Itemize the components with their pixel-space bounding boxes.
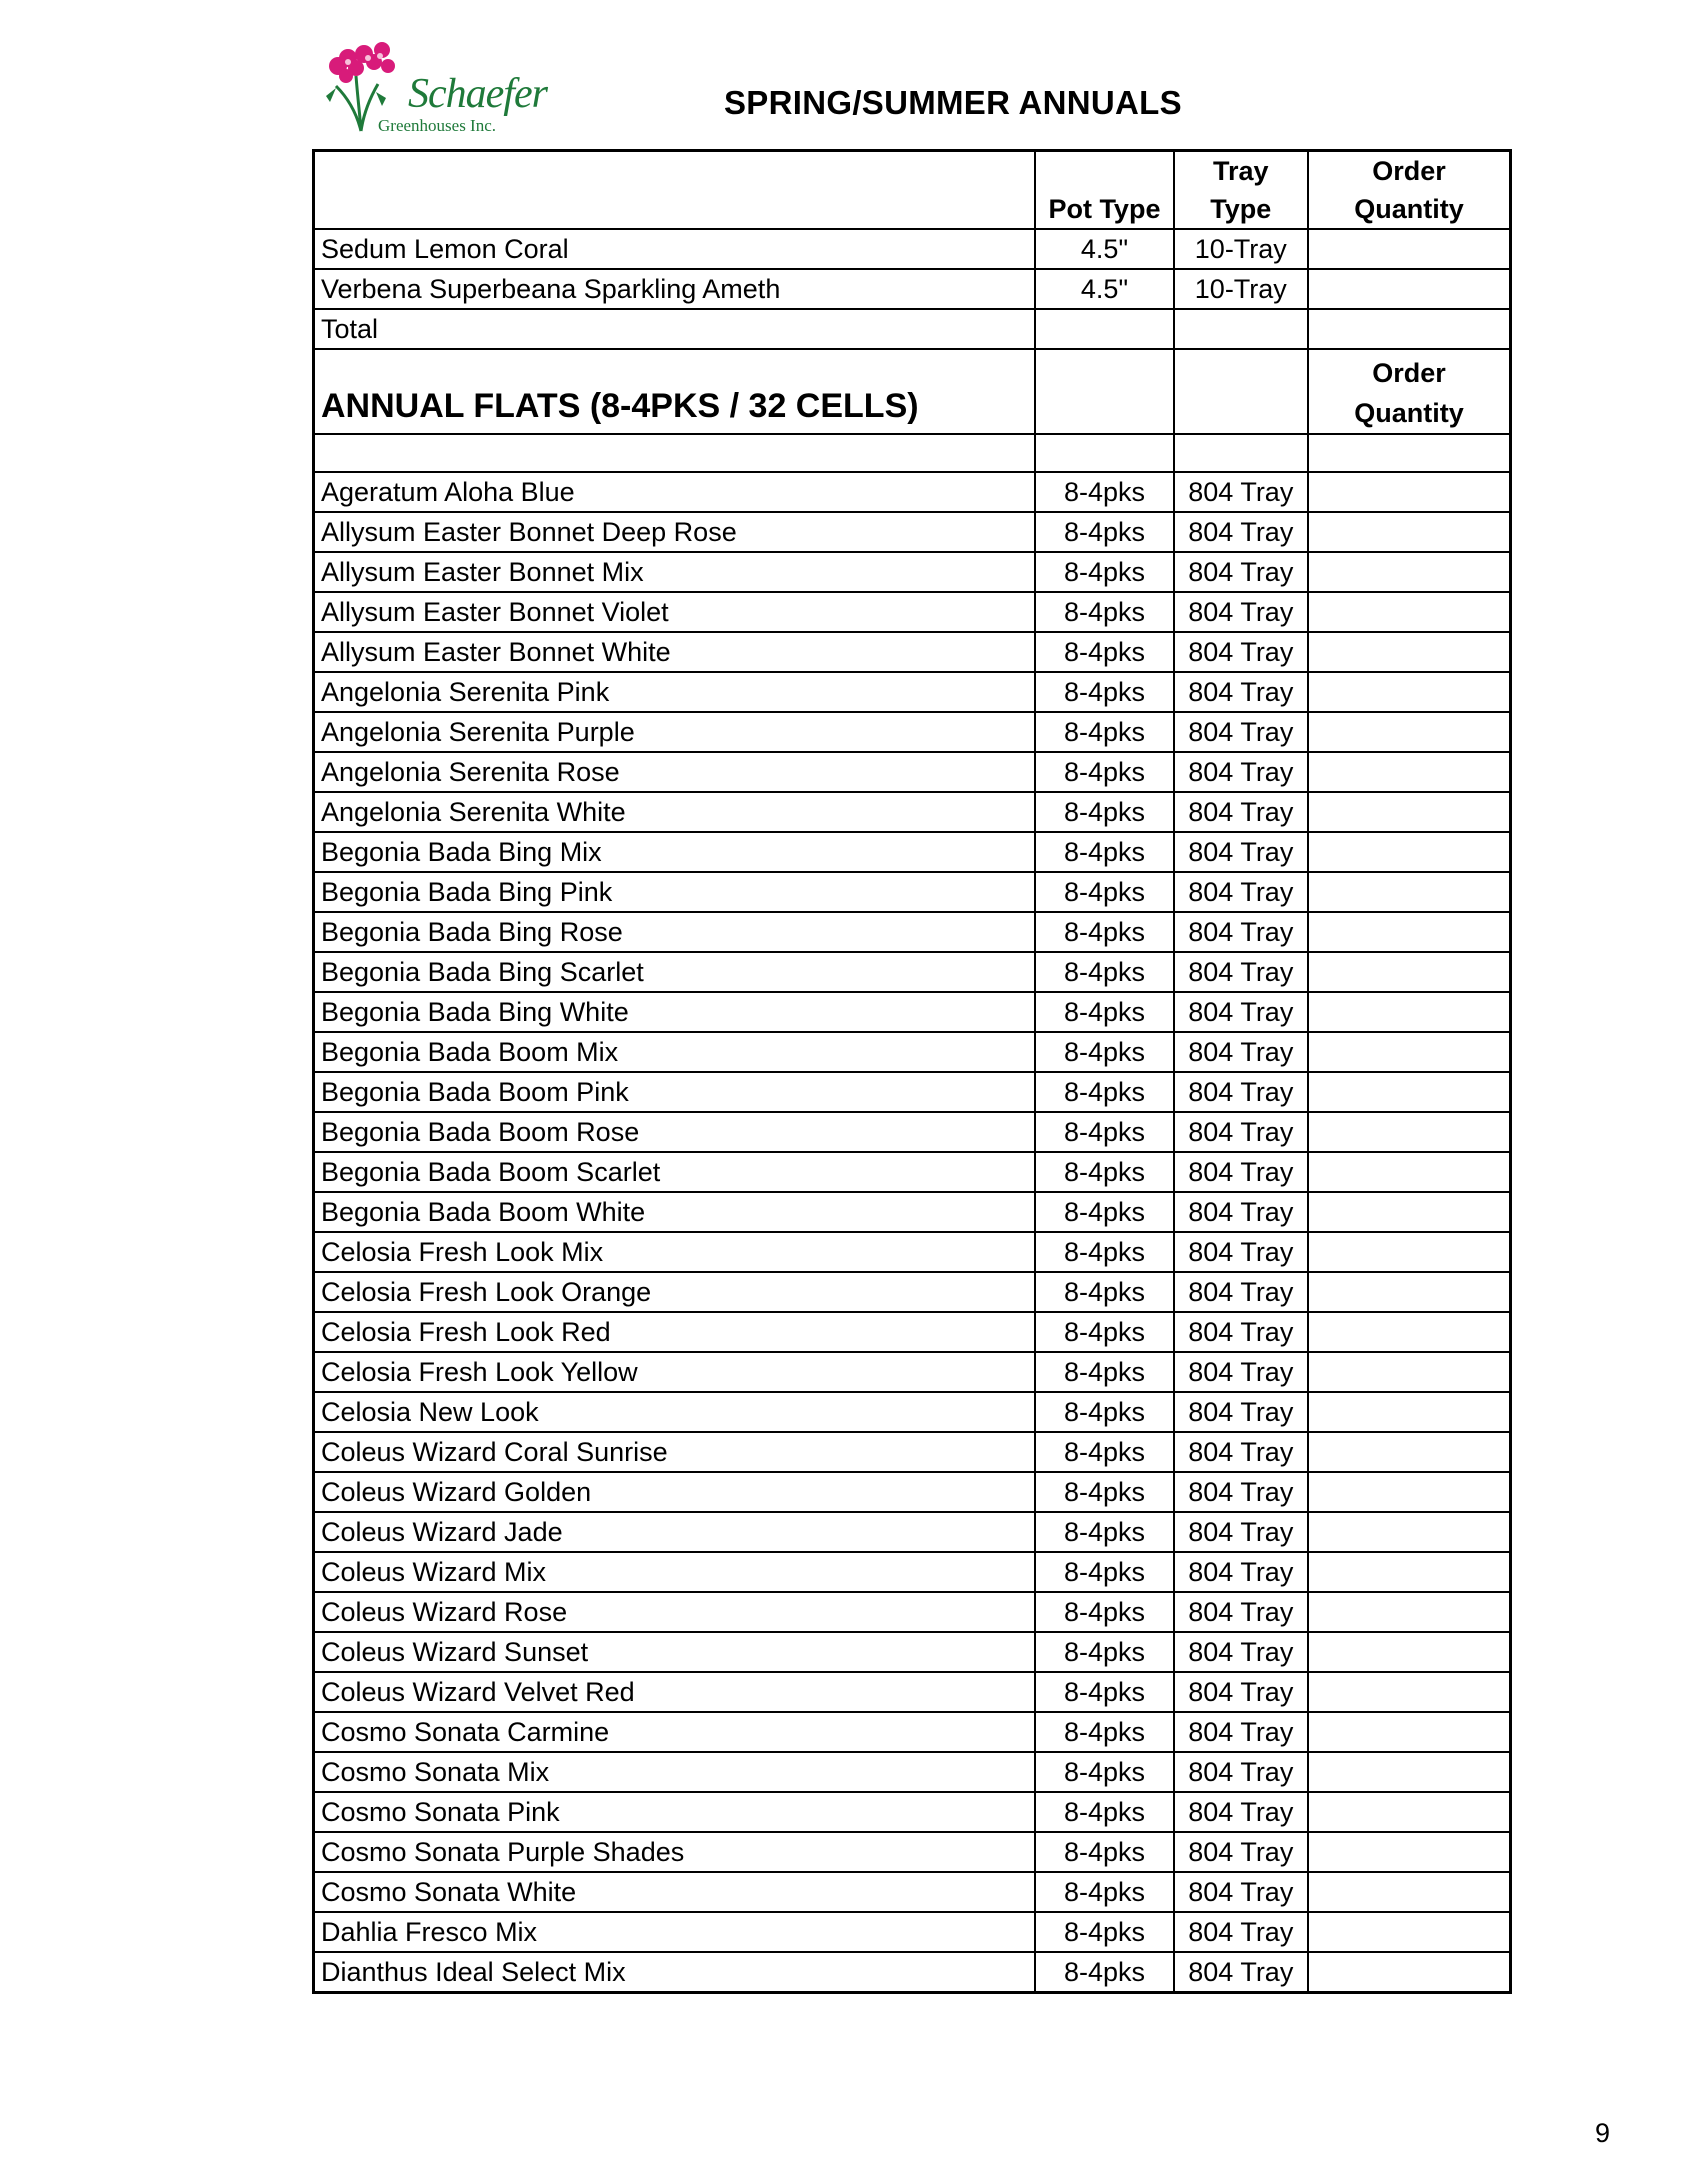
order-quantity-field[interactable] (1308, 1472, 1511, 1512)
tray-type: 804 Tray (1174, 512, 1308, 552)
pot-type: 8-4pks (1035, 1832, 1173, 1872)
table-row (314, 1072, 1511, 1112)
plant-name: Angelonia Serenita Pink (314, 672, 1036, 712)
plant-name: Allysum Easter Bonnet White (314, 632, 1036, 672)
tray-type: 804 Tray (1174, 1152, 1308, 1192)
table-row (314, 1032, 1511, 1072)
plant-name: Celosia Fresh Look Yellow (314, 1352, 1036, 1392)
plant-name: Coleus Wizard Golden (314, 1472, 1036, 1512)
tray-type: 804 Tray (1174, 672, 1308, 712)
table-row (314, 472, 1511, 512)
plant-name: Angelonia Serenita White (314, 792, 1036, 832)
pot-type: 8-4pks (1035, 1472, 1173, 1512)
pot-type: 8-4pks (1035, 1312, 1173, 1352)
table-header-row (314, 151, 1511, 230)
table-row (314, 1952, 1511, 1993)
pot-type: 8-4pks (1035, 1112, 1173, 1152)
plant-name: Begonia Bada Bing Pink (314, 872, 1036, 912)
order-quantity-field[interactable] (1308, 1872, 1511, 1912)
total-tray-cell (1174, 309, 1308, 349)
tray-type: 804 Tray (1174, 552, 1308, 592)
plant-name: Sedum Lemon Coral (314, 229, 1036, 269)
table-row (314, 1512, 1511, 1552)
table-row (314, 1272, 1511, 1312)
pot-type: 8-4pks (1035, 592, 1173, 632)
pot-type: 8-4pks (1035, 1672, 1173, 1712)
order-quantity-field[interactable] (1308, 952, 1511, 992)
table-row (314, 952, 1511, 992)
pot-type: 8-4pks (1035, 952, 1173, 992)
plant-name: Allysum Easter Bonnet Mix (314, 552, 1036, 592)
table-row (314, 872, 1511, 912)
table-row (314, 712, 1511, 752)
tray-type: 804 Tray (1174, 1472, 1308, 1512)
order-quantity-field[interactable] (1308, 632, 1511, 672)
table-row (314, 1592, 1511, 1632)
plant-name: Cosmo Sonata White (314, 1872, 1036, 1912)
order-quantity-field[interactable] (1308, 229, 1511, 269)
order-quantity-field[interactable] (1308, 1432, 1511, 1472)
tray-type: 804 Tray (1174, 1312, 1308, 1352)
pot-type: 8-4pks (1035, 1512, 1173, 1552)
order-quantity-field[interactable] (1308, 672, 1511, 712)
plant-name: Allysum Easter Bonnet Deep Rose (314, 512, 1036, 552)
table-row (314, 632, 1511, 672)
order-quantity-field[interactable] (1308, 592, 1511, 632)
section-tray-cell (1174, 349, 1308, 434)
pot-type: 8-4pks (1035, 1952, 1173, 1993)
table-row (314, 1632, 1511, 1672)
plant-name: Ageratum Aloha Blue (314, 472, 1036, 512)
tray-type: 804 Tray (1174, 1672, 1308, 1712)
table-row (314, 792, 1511, 832)
plant-name: Begonia Bada Boom White (314, 1192, 1036, 1232)
pot-type: 8-4pks (1035, 472, 1173, 512)
plant-name: Coleus Wizard Mix (314, 1552, 1036, 1592)
plant-name: Angelonia Serenita Rose (314, 752, 1036, 792)
tray-type: 804 Tray (1174, 832, 1308, 872)
tray-type: 804 Tray (1174, 1712, 1308, 1752)
order-quantity-field[interactable] (1308, 1272, 1511, 1312)
order-quantity-field[interactable] (1308, 832, 1511, 872)
order-quantity-field[interactable] (1308, 1912, 1511, 1952)
plant-name: Verbena Superbeana Sparkling Ameth (314, 269, 1036, 309)
order-quantity-field[interactable] (1308, 512, 1511, 552)
blank-cell (1308, 434, 1511, 472)
table-row (314, 1712, 1511, 1752)
order-quantity-field[interactable] (1308, 792, 1511, 832)
order-quantity-field[interactable] (1308, 1312, 1511, 1352)
blank-cell (314, 434, 1036, 472)
tray-type: 804 Tray (1174, 992, 1308, 1032)
order-quantity-field[interactable] (1308, 1072, 1511, 1112)
plant-name: Begonia Bada Boom Pink (314, 1072, 1036, 1112)
pot-type: 8-4pks (1035, 1632, 1173, 1672)
order-quantity-field[interactable] (1308, 1352, 1511, 1392)
logo-brand: Schaefer (408, 71, 547, 117)
order-quantity-field[interactable] (1308, 1512, 1511, 1552)
order-quantity-field[interactable] (1308, 1152, 1511, 1192)
table-row (314, 269, 1511, 309)
plant-name: Dianthus Ideal Select Mix (314, 1952, 1036, 1993)
order-quantity-field[interactable] (1308, 1792, 1511, 1832)
plant-name: Cosmo Sonata Pink (314, 1792, 1036, 1832)
order-quantity-field[interactable] (1308, 269, 1511, 309)
section-pot-cell (1035, 349, 1173, 434)
order-quantity-field[interactable] (1308, 552, 1511, 592)
plant-name: Begonia Bada Boom Rose (314, 1112, 1036, 1152)
table-row (314, 512, 1511, 552)
order-quantity-field[interactable] (1308, 1592, 1511, 1632)
order-quantity-field[interactable] (1308, 1112, 1511, 1152)
tray-type: 10-Tray (1174, 269, 1308, 309)
plant-name: Celosia Fresh Look Red (314, 1312, 1036, 1352)
tray-type: 804 Tray (1174, 1512, 1308, 1552)
tray-type: 10-Tray (1174, 229, 1308, 269)
header-tray-type: Tray Type (1174, 151, 1308, 230)
table-row (314, 552, 1511, 592)
table-row (314, 592, 1511, 632)
page-title: SPRING/SUMMER ANNUALS (724, 84, 1182, 121)
tray-type: 804 Tray (1174, 1632, 1308, 1672)
header-order-quantity: Order Quantity (1308, 151, 1511, 230)
plant-name: Dahlia Fresco Mix (314, 1912, 1036, 1952)
pot-type: 8-4pks (1035, 552, 1173, 592)
tray-type: 804 Tray (1174, 1832, 1308, 1872)
tray-type: 804 Tray (1174, 792, 1308, 832)
tray-type: 804 Tray (1174, 1352, 1308, 1392)
order-quantity-field[interactable] (1308, 872, 1511, 912)
order-quantity-field[interactable] (1308, 752, 1511, 792)
table-row (314, 229, 1511, 269)
tray-type: 804 Tray (1174, 1032, 1308, 1072)
plant-name: Coleus Wizard Sunset (314, 1632, 1036, 1672)
tray-type: 804 Tray (1174, 872, 1308, 912)
pot-type: 8-4pks (1035, 992, 1173, 1032)
order-quantity-field[interactable] (1308, 1752, 1511, 1792)
plant-name: Coleus Wizard Jade (314, 1512, 1036, 1552)
order-quantity-field[interactable] (1308, 712, 1511, 752)
tray-type: 804 Tray (1174, 632, 1308, 672)
table-row (314, 1472, 1511, 1512)
order-quantity-field[interactable] (1308, 1832, 1511, 1872)
table-row (314, 1752, 1511, 1792)
order-quantity-field[interactable] (1308, 1552, 1511, 1592)
pot-type: 8-4pks (1035, 872, 1173, 912)
tray-type: 804 Tray (1174, 592, 1308, 632)
pot-type: 8-4pks (1035, 1152, 1173, 1192)
pot-type: 8-4pks (1035, 752, 1173, 792)
tray-type: 804 Tray (1174, 1072, 1308, 1112)
tray-type: 804 Tray (1174, 1392, 1308, 1432)
tray-type: 804 Tray (1174, 1952, 1308, 1993)
tray-type: 804 Tray (1174, 712, 1308, 752)
total-pot-cell (1035, 309, 1173, 349)
tray-type: 804 Tray (1174, 752, 1308, 792)
pot-type: 8-4pks (1035, 1592, 1173, 1632)
plant-name: Cosmo Sonata Purple Shades (314, 1832, 1036, 1872)
pot-type: 8-4pks (1035, 1432, 1173, 1472)
order-quantity-field[interactable] (1308, 1192, 1511, 1232)
order-quantity-field[interactable] (1308, 1232, 1511, 1272)
pot-type: 8-4pks (1035, 1552, 1173, 1592)
table-row (314, 1232, 1511, 1272)
table-row (314, 1432, 1511, 1472)
tray-type: 804 Tray (1174, 1872, 1308, 1912)
table-row (314, 832, 1511, 872)
tray-type: 804 Tray (1174, 472, 1308, 512)
table-row (314, 752, 1511, 792)
pot-type: 8-4pks (1035, 512, 1173, 552)
pot-type: 8-4pks (1035, 792, 1173, 832)
plant-name: Begonia Bada Bing Scarlet (314, 952, 1036, 992)
plant-name: Coleus Wizard Coral Sunrise (314, 1432, 1036, 1472)
order-quantity-field[interactable] (1308, 472, 1511, 512)
pot-type: 8-4pks (1035, 1752, 1173, 1792)
table-row (314, 1392, 1511, 1432)
table-row (314, 992, 1511, 1032)
tray-type: 804 Tray (1174, 1272, 1308, 1312)
total-quantity-field[interactable] (1308, 309, 1511, 349)
total-label: Total (314, 309, 1036, 349)
plant-name: Coleus Wizard Rose (314, 1592, 1036, 1632)
order-quantity-field[interactable] (1308, 1672, 1511, 1712)
tray-type: 804 Tray (1174, 952, 1308, 992)
pot-type: 8-4pks (1035, 832, 1173, 872)
plant-name: Begonia Bada Bing Rose (314, 912, 1036, 952)
total-row (314, 309, 1511, 349)
header-pot-type: Pot Type (1035, 151, 1173, 230)
plant-name: Celosia Fresh Look Mix (314, 1232, 1036, 1272)
table-row (314, 1792, 1511, 1832)
plant-name: Allysum Easter Bonnet Violet (314, 592, 1036, 632)
order-quantity-field[interactable] (1308, 1632, 1511, 1672)
logo-subtitle: Greenhouses Inc. (378, 116, 497, 135)
blank-cell (1174, 434, 1308, 472)
table-row (314, 1872, 1511, 1912)
section-title: ANNUAL FLATS (8-4PKS / 32 CELLS) (314, 349, 1036, 434)
section-order-quantity: Order Quantity (1308, 349, 1511, 434)
order-quantity-field[interactable] (1308, 912, 1511, 952)
pot-type: 8-4pks (1035, 1912, 1173, 1952)
table-row (314, 1312, 1511, 1352)
plant-name: Begonia Bada Boom Mix (314, 1032, 1036, 1072)
pot-type: 8-4pks (1035, 1392, 1173, 1432)
table-row (314, 1912, 1511, 1952)
order-table (312, 149, 1512, 1994)
order-quantity-field[interactable] (1308, 992, 1511, 1032)
order-quantity-field[interactable] (1308, 1712, 1511, 1752)
table-row (314, 1352, 1511, 1392)
plant-name: Celosia Fresh Look Orange (314, 1272, 1036, 1312)
table-row (314, 912, 1511, 952)
tray-type: 804 Tray (1174, 1752, 1308, 1792)
pot-type: 8-4pks (1035, 1352, 1173, 1392)
tray-type: 804 Tray (1174, 912, 1308, 952)
order-quantity-field[interactable] (1308, 1032, 1511, 1072)
pot-type: 4.5" (1035, 229, 1173, 269)
plant-name: Begonia Bada Bing Mix (314, 832, 1036, 872)
plant-name: Celosia New Look (314, 1392, 1036, 1432)
pot-type: 8-4pks (1035, 1872, 1173, 1912)
table-row (314, 1832, 1511, 1872)
order-quantity-field[interactable] (1308, 1952, 1511, 1993)
blank-row (314, 434, 1511, 472)
tray-type: 804 Tray (1174, 1112, 1308, 1152)
tray-type: 804 Tray (1174, 1192, 1308, 1232)
table-row (314, 1672, 1511, 1712)
pot-type: 8-4pks (1035, 672, 1173, 712)
table-row (314, 1192, 1511, 1232)
pot-type: 4.5" (1035, 269, 1173, 309)
plant-name: Coleus Wizard Velvet Red (314, 1672, 1036, 1712)
plant-name: Cosmo Sonata Mix (314, 1752, 1036, 1792)
pot-type: 8-4pks (1035, 712, 1173, 752)
pot-type: 8-4pks (1035, 912, 1173, 952)
pot-type: 8-4pks (1035, 1272, 1173, 1312)
pot-type: 8-4pks (1035, 1792, 1173, 1832)
pot-type: 8-4pks (1035, 1232, 1173, 1272)
pot-type: 8-4pks (1035, 1032, 1173, 1072)
page-number: 9 (1595, 2118, 1611, 2148)
plant-name: Cosmo Sonata Carmine (314, 1712, 1036, 1752)
blank-cell (1035, 434, 1173, 472)
plant-name: Angelonia Serenita Purple (314, 712, 1036, 752)
pot-type: 8-4pks (1035, 1192, 1173, 1232)
tray-type: 804 Tray (1174, 1552, 1308, 1592)
table-row (314, 1552, 1511, 1592)
tray-type: 804 Tray (1174, 1792, 1308, 1832)
section-header-row (314, 349, 1511, 434)
tray-type: 804 Tray (1174, 1232, 1308, 1272)
table-row (314, 1112, 1511, 1152)
order-quantity-field[interactable] (1308, 1392, 1511, 1432)
pot-type: 8-4pks (1035, 1712, 1173, 1752)
pot-type: 8-4pks (1035, 1072, 1173, 1112)
pot-type: 8-4pks (1035, 632, 1173, 672)
table-row (314, 1152, 1511, 1192)
plant-name: Begonia Bada Bing White (314, 992, 1036, 1032)
company-logo (316, 36, 547, 136)
table-row (314, 672, 1511, 712)
header-cell-name (314, 151, 1036, 230)
tray-type: 804 Tray (1174, 1912, 1308, 1952)
plant-name: Begonia Bada Boom Scarlet (314, 1152, 1036, 1192)
tray-type: 804 Tray (1174, 1432, 1308, 1472)
tray-type: 804 Tray (1174, 1592, 1308, 1632)
